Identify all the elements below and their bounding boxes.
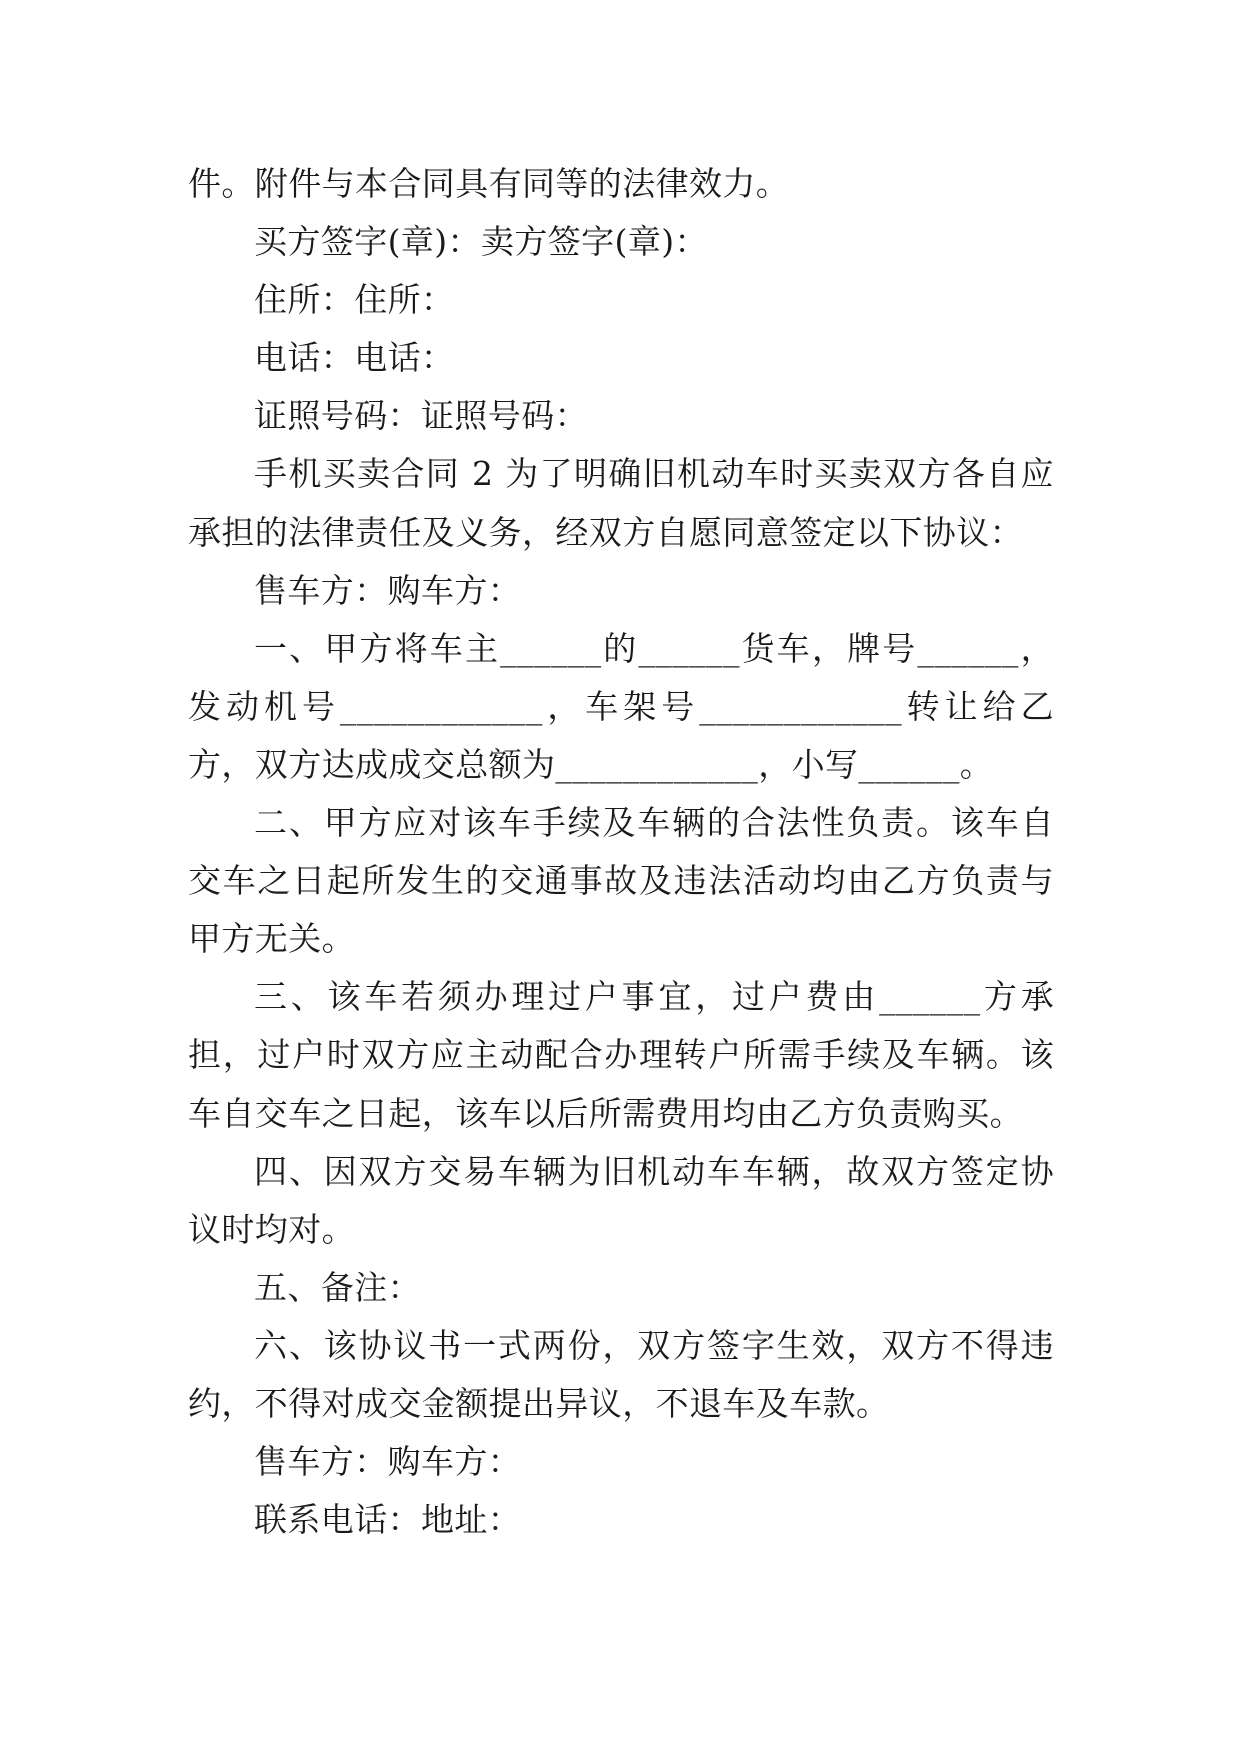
clause-4: 四、因双方交易车辆为旧机动车车辆，故双方签定协议时均对。 bbox=[188, 1151, 1054, 1249]
paragraph-contact-address: 联系电话：地址： bbox=[254, 1500, 522, 1540]
paragraph-seller-buyer: 售车方：购车方： bbox=[254, 570, 522, 610]
document-body bbox=[188, 155, 1054, 1549]
clause-3: 三、该车若须办理过户事宜，过户费由______方承担，过户时双方应主动配合办理转户所需手续及车辆。该车自交车之日起，该车以后所需费用均由乙方负责购买。 bbox=[188, 977, 1054, 1133]
clause-5: 五、备注： bbox=[254, 1267, 421, 1307]
paragraph-address: 住所：住所： bbox=[254, 280, 455, 320]
paragraph-attachment-effect: 件。附件与本合同具有同等的法律效力。 bbox=[188, 164, 790, 203]
paragraph-contract-2-intro: 手机买卖合同 2 为了明确旧机动车时买卖双方各自应承担的法律责任及义务，经双方自愿同意签定以下协议： bbox=[188, 454, 1054, 552]
paragraph-id-number: 证照号码：证照号码： bbox=[254, 396, 588, 436]
clause-6: 六、该协议书一式两份，双方签字生效，双方不得违约，不得对成交金额提出异议，不退车及车款。 bbox=[188, 1325, 1054, 1423]
clause-2: 二、甲方应对该车手续及车辆的合法性负责。该车自交车之日起所发生的交通事故及违法活动均由乙方负责与甲方无关。 bbox=[188, 803, 1054, 959]
paragraph-signatures: 买方签字(章)：卖方签字(章)： bbox=[254, 222, 708, 262]
clause-1: 一、甲方将车主______的______货车，牌号______，发动机号____________，车架号____________转让给乙方，双方达成成交总额为____________，小写______。 bbox=[188, 628, 1054, 784]
paragraph-phone: 电话：电话： bbox=[254, 338, 455, 378]
paragraph-seller-buyer-footer: 售车方：购车方： bbox=[254, 1442, 522, 1482]
